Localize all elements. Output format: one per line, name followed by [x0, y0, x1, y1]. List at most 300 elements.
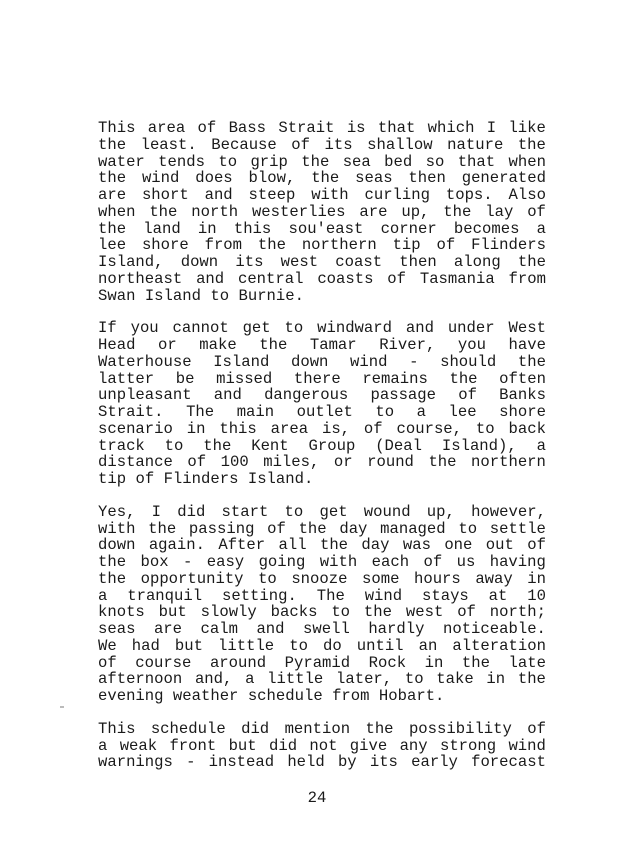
- word: Kent: [251, 436, 289, 455]
- word: was: [402, 536, 431, 555]
- word: to: [475, 419, 495, 438]
- word: the: [98, 169, 127, 188]
- word: Flinders: [471, 236, 546, 255]
- word: of: [187, 453, 207, 472]
- word: at: [488, 586, 508, 605]
- word: back: [508, 419, 546, 438]
- text-line: [98, 571, 546, 588]
- word: The: [316, 586, 345, 605]
- word: I: [486, 119, 497, 137]
- word: generated: [461, 169, 546, 188]
- text-line: [98, 621, 546, 638]
- word: Island.: [247, 470, 314, 488]
- word: a: [98, 736, 108, 755]
- word: a: [98, 586, 108, 605]
- word: any: [399, 736, 428, 755]
- text-line: [98, 387, 546, 404]
- word: to: [404, 670, 424, 689]
- word: and: [256, 620, 285, 638]
- word: having: [489, 553, 546, 571]
- word: the: [517, 352, 546, 371]
- word: of: [457, 603, 476, 622]
- word: the: [98, 135, 127, 154]
- word: did: [177, 502, 206, 521]
- word: dangerous: [264, 386, 349, 405]
- word: knots: [98, 603, 145, 622]
- word: This: [98, 119, 136, 137]
- word: in: [486, 670, 506, 689]
- word: that: [377, 119, 416, 137]
- word: shore: [499, 403, 546, 421]
- word: the: [461, 653, 490, 672]
- word: bed: [384, 152, 413, 171]
- word: warnings: [98, 753, 173, 772]
- text-line: [98, 337, 546, 354]
- word: Island),: [441, 436, 517, 455]
- paragraph: [98, 320, 546, 488]
- word: to: [331, 603, 351, 622]
- word: the: [259, 336, 288, 354]
- word: Hobart.: [378, 687, 445, 705]
- word: Tasmania: [419, 269, 495, 288]
- word: to: [375, 403, 395, 421]
- word: later,: [336, 670, 393, 689]
- text-line: [98, 204, 546, 221]
- word: of: [527, 202, 546, 221]
- word: course,: [396, 419, 463, 438]
- word: sea: [342, 152, 371, 171]
- word: this: [233, 219, 272, 238]
- word: down: [180, 253, 219, 271]
- text-line: [98, 504, 546, 521]
- word: us: [456, 553, 476, 571]
- word: and: [213, 386, 242, 405]
- word: a: [245, 670, 255, 689]
- word: should: [440, 352, 497, 371]
- word: be: [175, 369, 195, 388]
- word: the: [148, 519, 177, 538]
- page-number: 24: [307, 789, 327, 807]
- word: 100: [220, 453, 249, 472]
- word: instead: [208, 753, 275, 772]
- word: tip: [98, 470, 127, 488]
- word: short: [141, 186, 189, 204]
- word: of: [291, 135, 311, 154]
- word: one: [444, 536, 473, 555]
- word: Bass: [228, 119, 267, 137]
- text-line: [98, 254, 546, 271]
- word: cannot: [172, 319, 229, 338]
- word: tip: [392, 236, 421, 255]
- word: however,: [471, 502, 546, 521]
- word: setting.: [221, 586, 297, 605]
- word: get: [242, 319, 271, 338]
- text-line: [98, 221, 546, 238]
- word: Pyramid: [284, 653, 351, 672]
- word: west: [280, 253, 319, 271]
- word: miles,: [263, 453, 320, 472]
- word: but: [228, 736, 257, 755]
- word: again.: [148, 536, 205, 555]
- word: round: [367, 453, 414, 472]
- paragraph: [98, 120, 546, 304]
- text-line: [98, 421, 546, 438]
- word: northern: [301, 236, 377, 255]
- word: the: [365, 719, 394, 738]
- text-line: [98, 537, 546, 554]
- word: wind: [364, 586, 403, 605]
- word: did: [268, 736, 298, 755]
- word: the: [257, 236, 286, 255]
- scan-mark: [60, 706, 64, 708]
- word: you: [457, 336, 486, 354]
- word: passing: [188, 519, 255, 538]
- word: weather: [172, 687, 239, 705]
- word: with: [98, 519, 136, 538]
- word: day: [339, 519, 368, 538]
- word: Also: [508, 186, 546, 204]
- word: around: [209, 653, 267, 672]
- word: you: [130, 319, 159, 338]
- word: early: [411, 753, 458, 772]
- word: but: [174, 636, 203, 655]
- word: in: [197, 219, 217, 238]
- word: had: [131, 636, 160, 655]
- text-line: [98, 237, 546, 254]
- word: Waterhouse: [98, 352, 192, 371]
- word: Flinders: [163, 470, 239, 488]
- word: windward: [317, 319, 392, 338]
- text-line: [98, 404, 546, 421]
- word: area: [147, 119, 186, 137]
- word: some: [362, 569, 400, 588]
- text-line: [98, 554, 546, 571]
- word: wind: [350, 352, 388, 371]
- word: the: [298, 519, 327, 538]
- text-line: [98, 655, 546, 672]
- word: The: [186, 403, 215, 421]
- word: easy: [206, 553, 245, 571]
- word: to: [258, 569, 277, 588]
- word: the: [149, 202, 178, 221]
- word: the: [98, 553, 127, 571]
- word: are: [98, 186, 127, 204]
- word: noticeable.: [442, 620, 546, 638]
- word: and,: [194, 670, 233, 689]
- word: wind: [141, 169, 180, 188]
- word: hardly: [368, 620, 425, 638]
- text-line: [98, 320, 546, 337]
- word: of: [363, 419, 383, 438]
- word: If: [98, 319, 117, 338]
- word: held: [287, 753, 325, 772]
- word: remains: [362, 369, 428, 388]
- word: nature: [447, 135, 504, 154]
- word: of: [267, 519, 286, 538]
- text-line: [98, 671, 546, 688]
- word: wound: [363, 502, 411, 521]
- word: Strait: [278, 119, 335, 137]
- word: its: [369, 753, 398, 772]
- word: northeast: [98, 269, 183, 288]
- word: grip: [250, 152, 288, 171]
- word: the: [517, 253, 546, 271]
- word: up,: [426, 502, 455, 521]
- word: wind: [508, 736, 546, 755]
- word: Because: [211, 135, 277, 154]
- word: from: [332, 687, 370, 705]
- word: to: [210, 286, 230, 305]
- word: box: [140, 553, 169, 571]
- word: outlet: [296, 403, 353, 421]
- word: scenario: [98, 419, 173, 438]
- text-line: [98, 688, 546, 705]
- word: is: [346, 119, 366, 137]
- word: coast: [335, 253, 383, 271]
- word: River,: [379, 336, 436, 354]
- word: the: [517, 670, 546, 689]
- word: corner: [380, 219, 437, 238]
- word: to: [289, 636, 308, 655]
- word: along: [453, 253, 501, 271]
- word: from: [508, 269, 546, 288]
- word: take: [436, 670, 474, 689]
- word: or: [333, 453, 353, 472]
- word: with: [319, 553, 358, 571]
- word: up,: [401, 202, 430, 221]
- word: in: [186, 419, 206, 438]
- word: I: [151, 502, 162, 521]
- word: lee: [98, 236, 127, 255]
- word: (Deal: [375, 436, 422, 455]
- word: its: [324, 135, 353, 154]
- word: seas: [98, 620, 136, 638]
- word: and: [204, 186, 233, 204]
- word: little: [267, 670, 324, 689]
- word: little: [218, 636, 275, 655]
- word: of: [527, 536, 546, 555]
- word: hours: [413, 569, 461, 588]
- word: Strait.: [98, 403, 164, 421]
- word: its: [235, 253, 264, 271]
- word: an: [418, 636, 438, 655]
- word: do: [322, 636, 342, 655]
- word: in: [424, 653, 444, 672]
- word: and: [196, 269, 225, 288]
- text-line: [98, 471, 546, 488]
- word: main: [236, 403, 275, 421]
- word: steep: [248, 186, 296, 204]
- text-line: [98, 754, 546, 771]
- word: then: [399, 253, 437, 271]
- word: north;: [489, 603, 546, 622]
- word: Island,: [98, 253, 164, 271]
- word: give: [349, 736, 388, 755]
- word: of: [436, 236, 456, 255]
- word: Swan: [98, 286, 136, 305]
- word: alteration: [452, 636, 546, 655]
- word: away: [475, 569, 513, 588]
- word: Island: [144, 286, 201, 305]
- word: the: [98, 219, 127, 238]
- text-line: [98, 738, 546, 755]
- word: central: [237, 269, 304, 288]
- word: tranquil: [127, 586, 203, 605]
- word: there: [293, 369, 341, 388]
- word: have: [508, 336, 546, 354]
- word: Yes,: [98, 502, 136, 521]
- text-line: [98, 187, 546, 204]
- word: slowly: [200, 603, 257, 622]
- word: when: [508, 152, 546, 171]
- text-line: [98, 604, 546, 621]
- word: of: [387, 269, 407, 288]
- word: in: [527, 569, 546, 588]
- word: shore: [141, 236, 189, 255]
- word: of: [98, 653, 117, 672]
- word: when: [98, 202, 136, 221]
- word: course: [135, 653, 192, 672]
- word: 10: [527, 586, 546, 605]
- word: West: [508, 319, 546, 338]
- text-line: [98, 588, 546, 605]
- word: out: [485, 536, 514, 555]
- word: Tamar: [309, 336, 357, 354]
- word: least.: [140, 135, 197, 154]
- word: or: [157, 336, 177, 354]
- word: of: [135, 470, 155, 488]
- text-line: [98, 638, 546, 655]
- word: schedule: [247, 687, 323, 705]
- word: coasts: [317, 269, 374, 288]
- word: down: [98, 536, 136, 555]
- text-line: [98, 438, 546, 455]
- word: the: [443, 202, 472, 221]
- word: that: [457, 152, 496, 171]
- word: This: [98, 719, 136, 738]
- word: and: [405, 319, 434, 338]
- word: swell: [303, 620, 350, 638]
- word: of: [423, 553, 443, 571]
- word: each: [371, 553, 410, 571]
- text-line: [98, 454, 546, 471]
- word: distance: [98, 453, 173, 472]
- word: make: [199, 336, 237, 354]
- word: the: [311, 169, 340, 188]
- word: of: [197, 119, 217, 137]
- word: Group: [308, 436, 356, 455]
- word: evening: [98, 687, 164, 705]
- word: tends: [158, 152, 205, 171]
- word: Head: [98, 336, 136, 354]
- word: north: [191, 202, 239, 221]
- word: -: [409, 352, 419, 371]
- word: by: [337, 753, 357, 772]
- text-line: [98, 721, 546, 738]
- word: down: [290, 352, 329, 371]
- word: mention: [284, 719, 351, 738]
- word: with: [311, 186, 349, 204]
- word: managed: [380, 519, 446, 538]
- word: the: [98, 569, 127, 588]
- text-line: [98, 154, 546, 171]
- word: After: [218, 536, 266, 555]
- word: of: [527, 719, 546, 738]
- word: missed: [216, 369, 273, 388]
- word: of: [458, 386, 477, 405]
- word: track: [98, 436, 145, 455]
- word: sou'east: [288, 219, 364, 238]
- word: Burnie.: [238, 286, 304, 305]
- word: this: [219, 419, 257, 438]
- word: all: [278, 536, 307, 555]
- word: backs: [270, 603, 318, 622]
- word: the: [449, 369, 478, 388]
- word: Island: [213, 352, 270, 371]
- word: start: [221, 502, 269, 521]
- word: the: [319, 536, 349, 555]
- word: did: [241, 719, 270, 738]
- word: shallow: [367, 135, 433, 154]
- text-line: [98, 288, 546, 305]
- word: is,: [321, 419, 351, 438]
- word: northern: [471, 453, 546, 472]
- word: like: [508, 119, 546, 137]
- text-line: [98, 271, 546, 288]
- word: unpleasant: [98, 386, 192, 405]
- word: day: [361, 536, 390, 555]
- word: opportunity: [140, 569, 244, 588]
- word: schedule: [150, 719, 226, 738]
- word: calm: [200, 620, 238, 638]
- word: are: [359, 202, 388, 221]
- text-line: [98, 371, 546, 388]
- word: area: [270, 419, 309, 438]
- word: settle: [489, 519, 546, 538]
- word: until: [356, 636, 404, 655]
- word: curling: [364, 186, 430, 204]
- word: to: [284, 319, 304, 338]
- word: westerlies: [251, 202, 346, 221]
- word: under: [447, 319, 495, 338]
- word: going: [258, 553, 306, 571]
- word: late: [508, 653, 546, 672]
- word: from: [204, 236, 243, 255]
- page-body: [98, 120, 546, 787]
- word: which: [427, 119, 475, 137]
- text-line: [98, 521, 546, 538]
- word: -: [182, 553, 193, 571]
- word: the: [428, 453, 457, 472]
- word: a: [536, 436, 546, 455]
- text-line: [98, 120, 546, 137]
- word: to: [164, 436, 184, 455]
- word: so: [425, 152, 445, 171]
- word: then: [408, 169, 446, 188]
- text-line: [98, 354, 546, 371]
- word: tops.: [445, 186, 493, 204]
- word: the: [363, 603, 392, 622]
- word: land: [143, 219, 181, 238]
- word: get: [319, 502, 348, 521]
- word: weak: [119, 736, 158, 755]
- word: but: [158, 603, 187, 622]
- word: latter: [98, 369, 155, 388]
- word: to: [218, 152, 238, 171]
- word: lee: [448, 403, 477, 421]
- word: -: [186, 753, 196, 772]
- word: afternoon: [98, 670, 183, 689]
